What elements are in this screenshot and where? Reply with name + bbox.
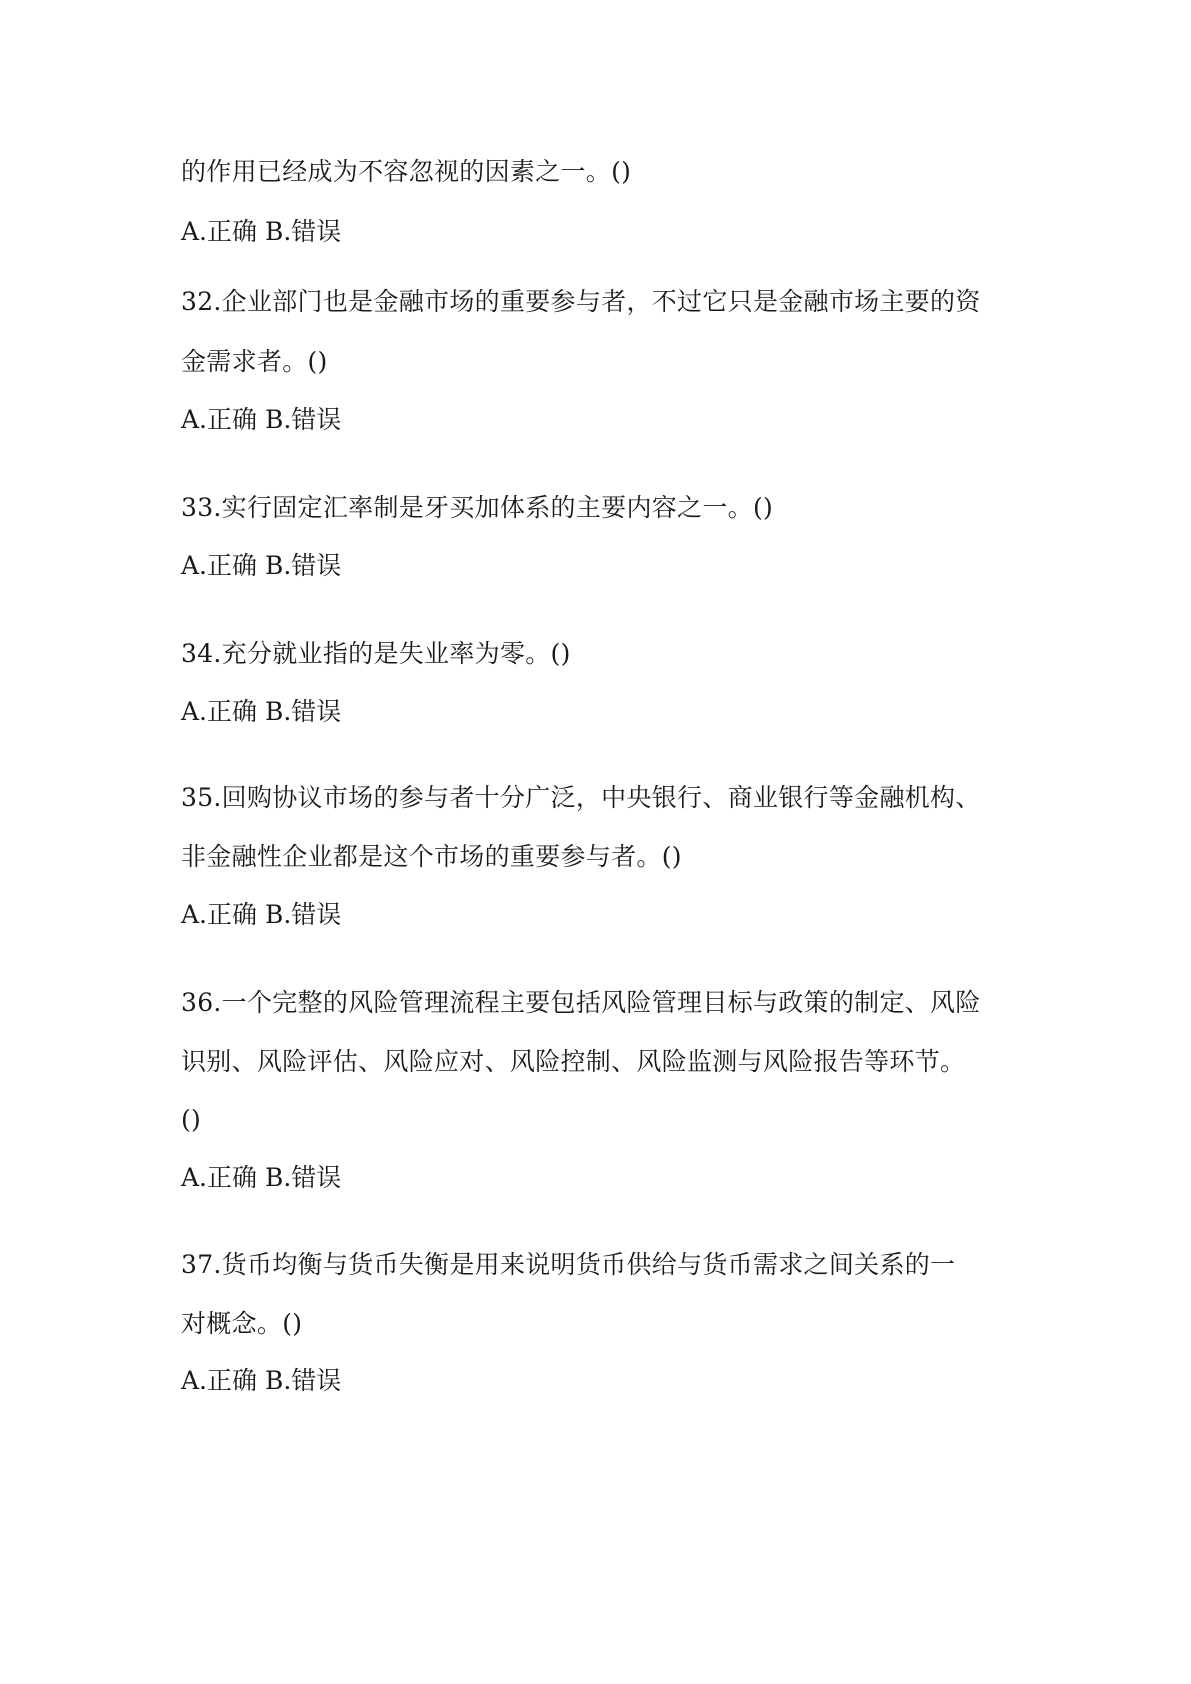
question-35-options: A.正确 B.错误 — [181, 900, 342, 929]
question-37-text-line-1: 37.货币均衡与货币失衡是用来说明货币供给与货币需求之间关系的一 — [181, 1250, 956, 1279]
question-37-text-line-2: 对概念。() — [181, 1309, 303, 1338]
question-36-text-line-3: () — [181, 1105, 202, 1134]
question-35-text-line-2: 非金融性企业都是这个市场的重要参与者。() — [181, 842, 682, 871]
question-36-options: A.正确 B.错误 — [181, 1163, 342, 1192]
question-32-text-line-2: 金需求者。() — [181, 347, 328, 376]
question-31-options: A.正确 B.错误 — [181, 217, 342, 246]
question-33-options: A.正确 B.错误 — [181, 551, 342, 580]
question-37-options: A.正确 B.错误 — [181, 1366, 342, 1395]
question-32-text-line-1: 32.企业部门也是金融市场的重要参与者，不过它只是金融市场主要的资 — [181, 287, 981, 316]
question-32-options: A.正确 B.错误 — [181, 405, 342, 434]
question-35-text-line-1: 35.回购协议市场的参与者十分广泛，中央银行、商业银行等金融机构、 — [181, 783, 981, 812]
question-36-text-line-1: 36.一个完整的风险管理流程主要包括风险管理目标与政策的制定、风险 — [181, 988, 981, 1017]
question-31-text-line-1: 的作用已经成为不容忽视的因素之一。() — [181, 157, 632, 186]
question-34-text-line-1: 34.充分就业指的是失业率为零。() — [181, 639, 571, 668]
question-36-text-line-2: 识别、风险评估、风险应对、风险控制、风险监测与风险报告等环节。 — [181, 1047, 966, 1076]
question-33-text-line-1: 33.实行固定汇率制是牙买加体系的主要内容之一。() — [181, 493, 774, 522]
question-34-options: A.正确 B.错误 — [181, 697, 342, 726]
